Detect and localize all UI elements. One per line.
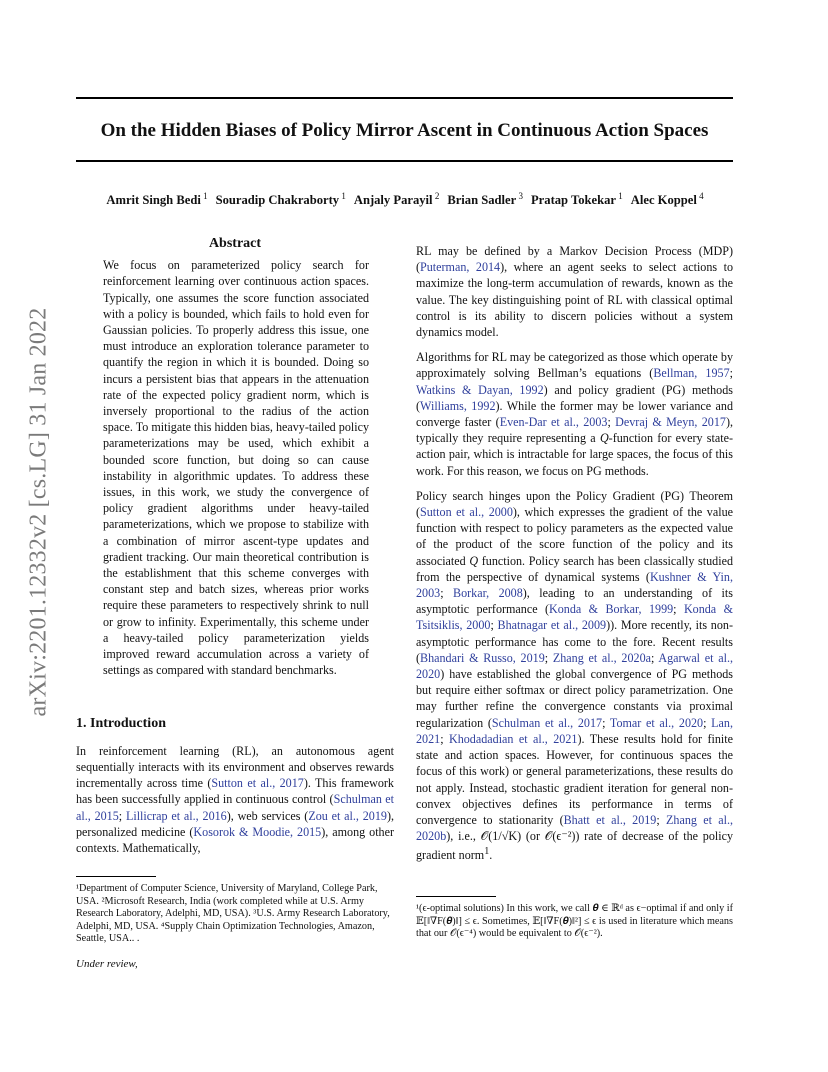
title-bottom-rule: [76, 160, 733, 162]
citation-link[interactable]: Bhatt et al., 2019: [563, 812, 657, 827]
text-run: ), personalized medicine (: [76, 808, 394, 839]
citation-link[interactable]: Bellman, 1957: [653, 366, 730, 381]
text-run: ), i.e., 𝒪(1/√K) (or 𝒪(ϵ⁻²)) rate of decrease of the policy gradient norm: [416, 829, 733, 863]
abstract-heading: Abstract: [208, 236, 262, 251]
text-run: ;: [490, 618, 498, 633]
text-run: ;: [650, 650, 659, 665]
footnote-marker[interactable]: 1: [484, 846, 490, 858]
right-column: [416, 243, 733, 873]
author-name: Alec Koppel $^4$: [630, 191, 704, 208]
author-affiliation: 1: [339, 191, 346, 201]
text-run: ) have established the global convergence of PG methods but require either softmax or direct policy parametrization. One may further refine the convergence constants via proximal regularization (: [416, 667, 733, 730]
citation-link[interactable]: Bhandari & Russo, 2019: [420, 650, 545, 665]
text-run: ) and policy gradient (PG) methods (: [416, 382, 733, 413]
citation-link[interactable]: Sutton et al., 2000: [420, 505, 513, 520]
author-affiliation: 1: [616, 191, 623, 201]
text-run: ;: [544, 650, 553, 665]
text-run: .: [489, 848, 493, 863]
citation-link[interactable]: Bhatnagar et al., 2009: [497, 618, 607, 633]
text-run: function. Policy search has been classically studied from the perspective of dynamical systems (: [416, 553, 733, 584]
citation-link[interactable]: Borkar, 2008: [453, 586, 523, 601]
text-run: Policy search hinges upon the Policy Gradient (PG) Theorem (: [416, 488, 733, 520]
math-symbol: Q: [599, 431, 609, 446]
text-run: ), web services (: [226, 808, 309, 823]
text-run: -function for every state-action pair, which is intractable for large spaces, the focus of this work. For this reason, we focus on PG methods.: [416, 431, 733, 478]
under-review-note: Under review,: [76, 958, 138, 970]
citation-link[interactable]: Lillicrap et al., 2016: [125, 808, 227, 823]
citation-link[interactable]: Schulman et al., 2015: [76, 792, 394, 823]
abstract-body: We focus on parameterized policy search for reinforcement learning over continuous action spaces. Typically, one assumes the score function associated with a policy is bounded, which fails to hold even for Gaussian policies. To properly address this issue, one must introduce an exploration tolerance parameter to quantify the region in which it is bounded. Doing so incurs a persistent bias that appears in the attenuation rate of the expected policy gradient norm, which is inversely proportional to the radius of the action space. To mitigate this hidden bias, heavy-tailed policy parameterizations may be used, which exhibit a bounded score function, but doing so can cause instability in algorithmic updates. To address these issues, in this work, we study the convergence of policy gradient algorithms under heavy-tailed parameterizations, which we propose to stabilize with a combination of mirror ascent-type updates and gradient tracking. Our main theoretical contribution is the establishment that this scheme converges with constant step and batch sizes, whereas prior works require these parameters to respectively shrink to null or grow to infinity. Experimentally, this scheme under a heavy-tailed policy parameterization yields improved reward accumulation across a variety of settings as compared with standard benchmarks.: [103, 258, 369, 678]
text-run: ;: [118, 808, 126, 823]
text-run: ). These results hold for finite state and action spaces. However, for continuous spaces the focus of this work) or general parameterizations, these results do not apply. Instead, stochastic gradient iteration for general non-convex objectives defines its performance in terms of convergence to stationarity (: [416, 731, 733, 827]
citation-link[interactable]: Williams, 1992: [420, 398, 496, 413]
right-paragraph-2: [416, 349, 733, 479]
citation-link[interactable]: Zou et al., 2019: [308, 808, 387, 823]
text-run: ), which expresses the gradient of the value function with respect to policy parameters as the expected value of the product of the score function of the policy and its associated: [416, 505, 733, 568]
top-rule: [76, 97, 733, 99]
footnote-rule: [76, 876, 156, 877]
arxiv-stamp-text: arXiv:2201.12332v2 [cs.LG] 31 Jan 2022: [25, 307, 52, 717]
citation-link[interactable]: Puterman, 2014: [420, 260, 501, 275]
arxiv-stamp: [24, 292, 54, 732]
author-affiliation: 3: [516, 191, 523, 201]
citation-link[interactable]: Zhang et al., 2020b: [416, 812, 733, 844]
text-run: ), leading to an understanding of its asymptotic performance (: [416, 586, 733, 617]
text-run: ). While the former may be lower variance and converge faster (: [416, 398, 733, 430]
text-run: ;: [440, 731, 449, 746]
intro-paragraph-1: [76, 743, 394, 856]
text-run: ;: [440, 586, 454, 601]
text-run: ), typically they require representing a: [416, 415, 734, 446]
citation-link[interactable]: Zhang et al., 2020a: [552, 650, 651, 665]
text-run: ;: [602, 715, 610, 730]
author-name: Amrit Singh Bedi $^1$: [106, 191, 208, 208]
citation-link[interactable]: Lan, 2021: [416, 715, 733, 746]
left-footnote: [76, 870, 394, 946]
author-name: Anjaly Parayil $^2$: [353, 191, 440, 208]
text-run: ;: [703, 715, 712, 730]
citation-link[interactable]: Even-Dar et al., 2003: [499, 415, 608, 430]
citation-link[interactable]: Devraj & Meyn, 2017: [615, 415, 726, 430]
right-paragraph-3: [416, 488, 733, 864]
author-name: Pratap Tokekar $^1$: [530, 191, 623, 208]
citation-link[interactable]: Sutton et al., 2017: [211, 776, 304, 791]
right-footnote: [416, 890, 733, 941]
author-affiliation: 2: [432, 191, 440, 201]
text-run: Algorithms for RL may be categorized as those which operate by approximately solving Bellman’s equations (: [416, 350, 733, 381]
affiliations-footnote: ¹Department of Computer Science, University of Maryland, College Park, USA. ²Microsoft Research, India (work completed while at U.S. Army Research Laboratory, Adelphi, MD, USA). ³U.S. Army Research Laboratory, Adelphi, MD, USA. ⁴Supply Chain Optimization Technologies, Amazon, Seattle, USA.. .: [76, 883, 390, 945]
text-run: ;: [729, 366, 733, 381]
citation-link[interactable]: Schulman et al., 2017: [491, 715, 603, 730]
right-paragraph-1: [416, 243, 733, 340]
text-run: In reinforcement learning (RL), an autonomous agent sequentially interacts with its environment and observes rewards incrementally across time (: [76, 743, 394, 791]
text-run: ;: [656, 812, 667, 827]
math-symbol: Q: [469, 553, 479, 568]
left-column: [76, 236, 394, 856]
citation-link[interactable]: Konda & Borkar, 1999: [549, 602, 674, 617]
text-run: )). More recently, its non-asymptotic performance has come to the fore. Recent results (: [416, 618, 733, 665]
citation-link[interactable]: Tomar et al., 2020: [609, 715, 704, 730]
paper-title: On the Hidden Biases of Policy Mirror Ascent in Continuous Action Spaces: [100, 120, 709, 141]
text-run: ), where an agent seeks to select actions to maximize the long-term accumulation of rewards, known as the value. The key distinguishing point of RL with classical optimal control is its ability to discern policies without a system dynamics model.: [416, 260, 733, 340]
citation-link[interactable]: Khodadadian et al., 2021: [448, 731, 578, 746]
author-affiliation: 1: [200, 191, 208, 201]
citation-link[interactable]: Agarwal et al., 2020: [416, 650, 734, 682]
text-run: ). This framework has been successfully applied in continuous control (: [76, 776, 394, 807]
footnote-rule-right: [416, 896, 496, 897]
text-run: ;: [673, 602, 684, 617]
author-list: [60, 191, 750, 208]
text-run: ;: [607, 415, 616, 430]
citation-link[interactable]: Kushner & Yin, 2003: [416, 569, 733, 601]
epsilon-optimal-footnote: ¹(ϵ-optimal solutions) In this work, we call 𝜽 ∈ ℝᵈ as ϵ−optimal if and only if 𝔼[‖∇F(𝜽)‖] ≤ ϵ. Sometimes, 𝔼[‖∇F(𝜽)‖²] ≤ ϵ is used in literature which means that our 𝒪(ϵ⁻⁴) would be equivalent to 𝒪(ϵ⁻²).: [416, 903, 733, 940]
citation-link[interactable]: Kosorok & Moodie, 2015: [193, 824, 322, 839]
text-run: RL may be defined by a Markov Decision Process (MDP) (: [416, 244, 733, 275]
author-name: Souradip Chakraborty $^1$: [215, 191, 346, 208]
author-name: Brian Sadler $^3$: [447, 191, 523, 208]
author-affiliation: 4: [696, 191, 704, 201]
introduction-heading: 1. Introduction: [76, 716, 166, 732]
citation-link[interactable]: Konda & Tsitsiklis, 2000: [416, 602, 733, 633]
citation-link[interactable]: Watkins & Dayan, 1992: [416, 382, 544, 397]
text-run: ), among other contexts. Mathematically,: [76, 824, 394, 855]
